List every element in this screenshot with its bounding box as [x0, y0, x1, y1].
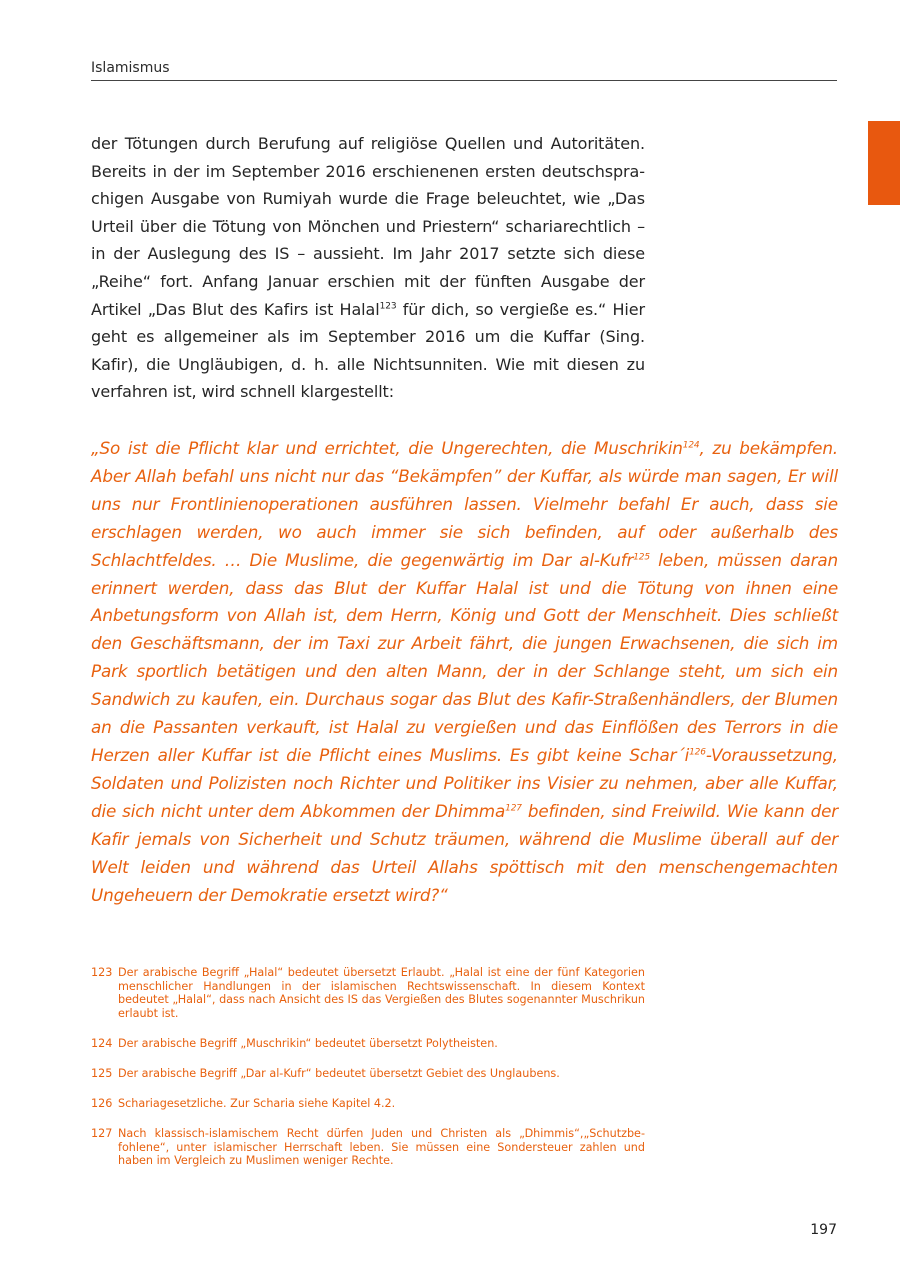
footnote-number: 123 — [91, 966, 113, 979]
footnote-ref-123[interactable]: 123 — [379, 301, 397, 312]
footnote-item — [91, 1097, 645, 1111]
footnote-number: 125 — [91, 1066, 113, 1080]
footnote-number: 126 — [91, 1097, 113, 1111]
quote-part-4: -Voraussetzung, Soldaten und Polizisten noch Richter und Politiker ins Visier zu nehmen, aber alle Kuffar, die sich nicht unter dem Abkommen der Dhimma — [91, 744, 838, 821]
footnote-text: Nach klassisch-islamischem Recht dürfen Juden und Christen als „Dhimmis“,„Schutzbefohlene“, unter islamischer Herrschaft leben. Sie müssen eine Sondersteuer zahlen und haben im Vergleich zu Muslimen weniger Rechte. — [118, 1127, 645, 1168]
footnotes — [91, 966, 645, 1184]
quote-part-5: befinden, sind Freiwild. Wie kann der Kafir jemals von Sicherheit und Schutz träumen, während die Muslime überall auf der Welt leiden und während das Urteil Allahs spöttisch mit den menschengemachten Ungeheuern der Demokratie ersetzt wird?“ — [91, 800, 838, 905]
footnote-text: Der arabische Begriff „Dar al-Kufr“ bedeutet übersetzt Gebiet des Unglaubens. — [118, 1066, 560, 1080]
chapter-tab-marker — [868, 121, 900, 205]
quote-part-2: , zu bekämpfen. Aber Allah befahl uns nicht nur das “Bekämpfen” der Kuffar, als würde man sagen, Er will uns nur Frontlinienoperationen ausführen lassen. Vielmehr befahl Er auch, dass sie erschlagen werden, wo auch immer sie sich befinden, auf oder außerhalb des Schlachtfeldes. … Die Muslime, die gegenwärtig im Dar al-Kufr — [91, 438, 838, 570]
page-number: 197 — [810, 1222, 837, 1238]
footnote-item — [91, 1127, 645, 1168]
block-quote — [91, 435, 838, 909]
footnote-text: Der arabische Begriff „Halal“ bedeutet übersetzt Erlaubt. „Halal ist eine der fünf Kategorien menschlicher Handlungen in der islamischen Rechtswissenschaft. In diesem Kontext bedeutet „Halal“, dass nach Ansicht des IS das Vergießen des Blutes sogenannter Muschrikun erlaubt ist. — [118, 966, 645, 1020]
footnote-ref-124[interactable]: 124 — [682, 440, 700, 451]
body-paragraph — [91, 130, 645, 406]
quote-part-3: leben, müssen daran erinnert werden, dass das Blut der Kuffar Halal ist und die Tötung von ihnen eine Anbetungsform von Allah ist, dem Herrn, König und Gott der Menschheit. Dies schließt den Geschäftsmann, der im Taxi zur Arbeit fährt, die jungen Erwachsenen, die sich im Park sportlich betätigen und den alten Mann, der in der Schlange steht, um sich ein Sandwich zu kaufen, ein. Durchaus sogar das Blut des Kafir-Straßenhändlers, der Blumen an die Passanten verkauft, ist Halal zu vergießen und das Einflößen des Terrors in die Herzen aller Kuffar ist die Pflicht eines Muslims. Es gibt keine Schar´i — [91, 549, 838, 765]
footnote-ref-125[interactable]: 125 — [633, 552, 650, 563]
body-text-part-1: der Tötungen durch Berufung auf religiöse Quellen und Autoritäten. Bereits in der im September 2016 erschienenen ersten deutschsprachigen Ausgabe von Rumiyah wurde die Frage beleuchtet, wie „Das Urteil über die Tötung von Mönchen und Priestern“ schariarechtlich – in der Auslegung des IS – aussieht. Im Jahr 2017 setzte sich diese „Reihe“ fort. Anfang Januar erschien mit der fünften Ausgabe der Artikel „Das Blut des Kafirs ist Halal — [91, 134, 645, 319]
footnote-number: 124 — [91, 1036, 113, 1050]
footnote-text: Der arabische Begriff „Muschrikin“ bedeutet übersetzt Polytheisten. — [118, 1036, 498, 1050]
running-header: Islamismus — [91, 58, 837, 81]
footnote-item — [91, 966, 645, 1020]
footnote-item — [91, 1037, 645, 1051]
quote-part-1: „So ist die Pflicht klar und errichtet, die Ungerechten, die Muschrikin — [91, 438, 683, 458]
body-text-part-2: für dich, so vergieße es.“ Hier geht es allgemeiner als im September 2016 um die Kuffar (Sing. Kafir), die Ungläubigen, d. h. alle Nichtsunniten. Wie mit diesen zu verfahren ist, wird schnell klargestellt: — [91, 299, 645, 402]
footnote-ref-126[interactable]: 126 — [689, 747, 706, 758]
footnote-text: Schariagesetzliche. Zur Scharia siehe Kapitel 4.2. — [118, 1097, 396, 1111]
footnote-ref-127[interactable]: 127 — [505, 803, 522, 814]
footnote-number: 127 — [91, 1127, 113, 1141]
footnote-item — [91, 1067, 645, 1081]
